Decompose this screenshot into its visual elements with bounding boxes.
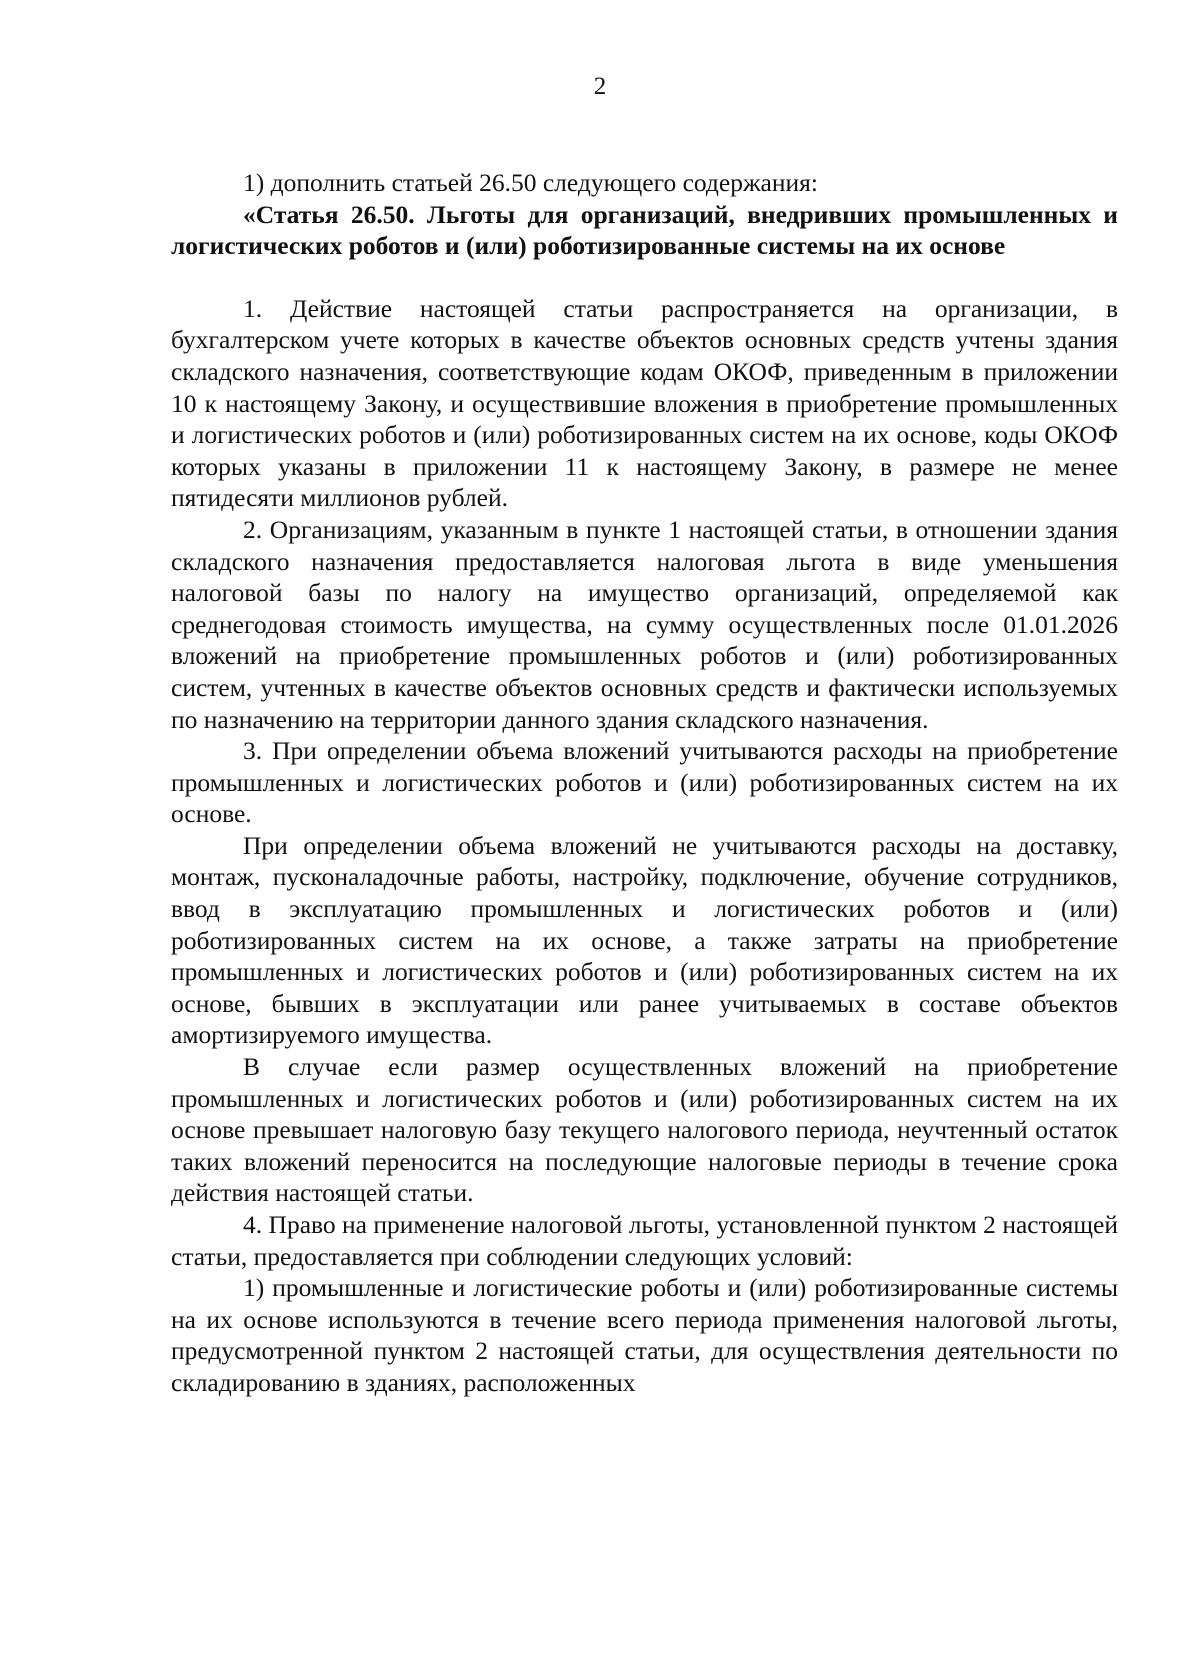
paragraph-4-condition-1: 1) промышленные и логистические роботы и (или) роботизированные системы на их основе используются в течение всего периода применения налоговой льготы, предусмотренной пунктом 2 настоящей статьи, для осуществления деятельности по складированию в зданиях, расположенных — [171, 1273, 1118, 1397]
page-number: 2 — [593, 73, 607, 100]
paragraph-3-carryover: В случае если размер осуществленных вложений на приобретение промышленных и логистических роботов и (или) роботизированных систем на их основе превышает налоговую базу текущего налогового периода, неучтенный остаток таких вложений переносится на последующие налоговые периоды в течение срока действия настоящей статьи. — [171, 1052, 1118, 1208]
intro-paragraph: 1) дополнить статьей 26.50 следующего содержания: — [243, 168, 818, 197]
paragraph-2: 2. Организациям, указанным в пункте 1 настоящей статьи, в отношении здания складского назначения предоставляется налоговая льгота в виде уменьшения налоговой базы по налогу на имущество организаций, определяемой как среднегодовая стоимость имущества, на сумму осуществленных после 01.01.2026 вложений на приобретение промышленных роботов и (или) роботизированных систем, учтенных в качестве объектов основных средств и фактически используемых по назначению на территории данного здания складского назначения. — [171, 514, 1118, 734]
document-body — [171, 167, 1118, 1399]
paragraph-3-exclusions: При определении объема вложений не учитываются расходы на доставку, монтаж, пусконаладочные работы, настройку, подключение, обучение сотрудников, ввод в эксплуатацию промышленных и логистических роботов и (или) роботизированных систем на их основе, а также затраты на приобретение промышленных и логистических роботов и (или) роботизированных систем на их основе, бывших в эксплуатации или ранее учитываемых в составе объектов амортизируемого имущества. — [171, 830, 1118, 1050]
article-heading: «Статья 26.50. Льготы для организаций, внедривших промышленных и логистических роботов и (или) роботизированные системы на их основе — [171, 199, 1118, 261]
paragraph-1: 1. Действие настоящей статьи распространяется на организации, в бухгалтерском учете которых в качестве объектов основных средств учтены здания складского назначения, соответствующие кодам ОКОФ, приведенным в приложении 10 к настоящему Закону, и осуществившие вложения в приобретение промышленных и логистических роботов и (или) роботизированных систем на их основе, коды ОКОФ которых указаны в приложении 11 к настоящему Закону, в размере не менее пятидесяти миллионов рублей. — [171, 293, 1118, 513]
paragraph-3: 3. При определении объема вложений учитываются расходы на приобретение промышленных и логистических роботов и (или) роботизированных систем на их основе. — [171, 736, 1118, 829]
paragraph-4: 4. Право на применение налоговой льготы, установленной пунктом 2 настоящей статьи, предоставляется при соблюдении следующих условий: — [171, 1210, 1118, 1271]
